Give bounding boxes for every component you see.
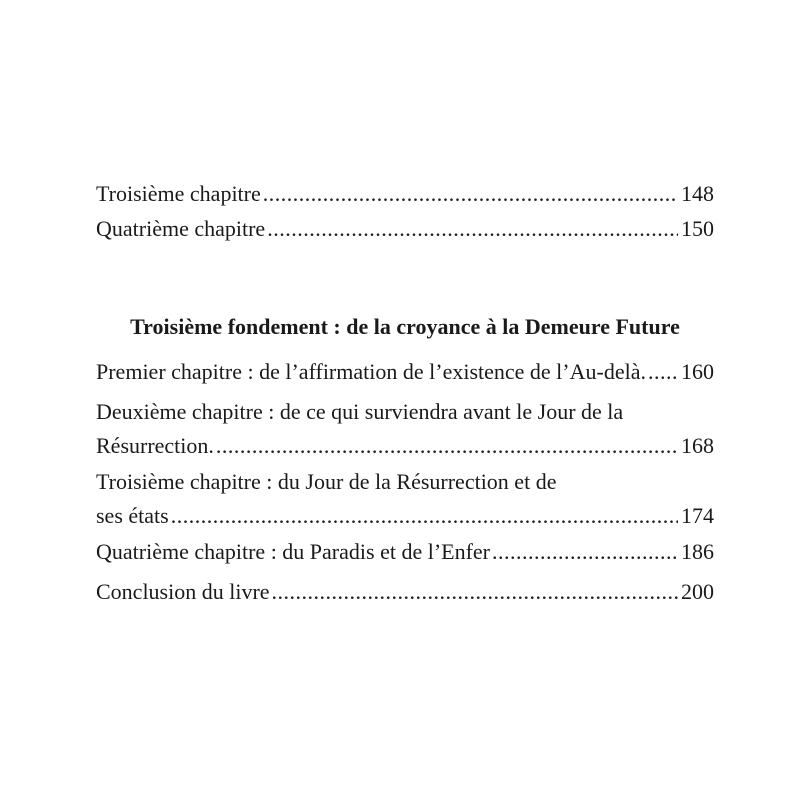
toc-entry-page: 148: [681, 181, 714, 206]
toc-entry: [96, 395, 714, 463]
table-of-contents: [96, 0, 714, 800]
toc-entry-title: Quatrième chapitre: [96, 216, 266, 241]
dot-leader: [492, 535, 678, 569]
toc-entry-title-line-2: Résurrection.: [96, 433, 214, 458]
dot-leader: [216, 429, 678, 463]
toc-entry: [96, 355, 714, 389]
dot-leader: [272, 575, 678, 609]
toc-entry-title-line-2: ses états: [96, 503, 169, 528]
toc-entry-page: 150: [681, 216, 714, 241]
toc-entry: [96, 212, 714, 246]
toc-entry: [96, 177, 714, 211]
toc-entry-page: 168: [681, 433, 714, 458]
toc-entry-page: 160: [681, 359, 714, 384]
dot-leader: [171, 499, 678, 533]
toc-entry: [96, 535, 714, 569]
dot-leader: [263, 177, 678, 211]
toc-entry: [96, 465, 714, 533]
toc-entry-title-line-1: Troisième chapitre : du Jour de la Résurrection et de: [96, 469, 557, 494]
toc-entry-page: 186: [681, 539, 714, 564]
toc-entry-title-line-1: Deuxième chapitre : de ce qui surviendra avant le Jour de la: [96, 399, 624, 424]
toc-entry: [96, 575, 714, 609]
dot-leader: [267, 212, 678, 246]
toc-entry-page: 174: [681, 503, 714, 528]
toc-entry-page: 200: [681, 579, 714, 604]
toc-entry-title: Premier chapitre : de l’affirmation de l’existence de l’Au-delà.: [96, 359, 646, 384]
toc-entry-title: Quatrième chapitre : du Paradis et de l’Enfer: [96, 539, 491, 564]
toc-entry-title: Conclusion du livre: [96, 579, 270, 604]
section-heading: Troisième fondement : de la croyance à la Demeure Future: [130, 314, 680, 339]
dot-leader: [648, 355, 679, 389]
toc-entry-title: Troisième chapitre: [96, 181, 261, 206]
